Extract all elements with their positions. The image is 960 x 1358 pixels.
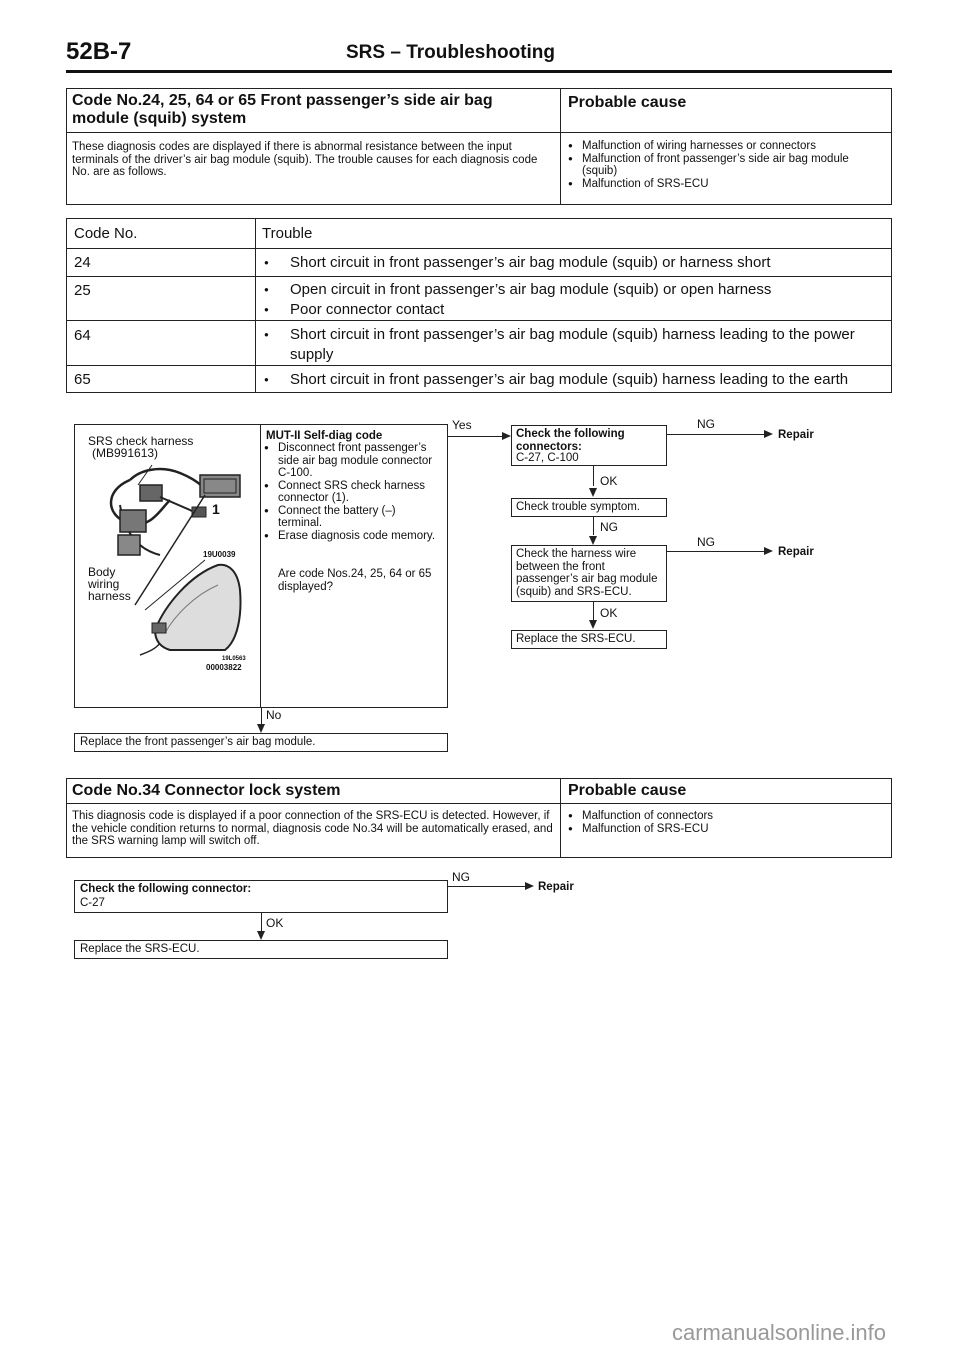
check-connectors-list: C-27, C-100 (516, 452, 579, 464)
page-title: SRS – Troubleshooting (346, 42, 556, 63)
ng-arrow-line (667, 551, 767, 552)
ng-arrow-head (764, 547, 773, 555)
section2-cause-heading: Probable cause (568, 782, 687, 799)
col-header-code: Code No. (74, 225, 138, 242)
yes-arrow-line (448, 436, 504, 437)
trouble-cell (262, 280, 882, 320)
cause-item: ● Malfunction of SRS-ECU (566, 823, 886, 836)
illus-body-wiring-label: Body wiring harness (88, 565, 131, 603)
flow-connector (261, 913, 262, 931)
repair-label: Repair (538, 881, 574, 893)
section1-cause-heading: Probable cause (568, 94, 687, 111)
section2-causes (566, 810, 886, 835)
flow2-check-title: Check the following connector: (80, 883, 252, 895)
code-cell: 65 (74, 371, 91, 388)
header-rule (66, 70, 892, 73)
mut-title: MUT-II Self-diag code (266, 430, 383, 442)
section1-title: Code No.24, 25, 64 or 65 Front passenger’s side air bag module (squib) system (72, 92, 493, 127)
trouble-cell (262, 325, 887, 365)
flow-connector (593, 517, 594, 535)
section1-description: These diagnosis codes are displayed if there is abnormal resistance between the input terminals of the driver’s air bag module (squib). The trouble causes for each diagnosis code No. are as follows. (72, 141, 538, 178)
cause-item: ● Malfunction of connectors (566, 810, 886, 823)
illus-callout-1: 1 (212, 501, 220, 517)
section1-causes (566, 140, 886, 190)
code-cell: 64 (74, 327, 91, 344)
flow2-check-connector: C-27 (80, 897, 105, 909)
cause-item: ● Malfunction of front passenger’s side air bag module (squib) (566, 153, 886, 178)
illus-fig-code: 19U0039 (203, 550, 236, 559)
illus-harness-label: SRS check harness (88, 434, 194, 448)
code-table-rule (66, 276, 892, 277)
illus-fig-code: 19L0563 (222, 656, 246, 662)
mut-step: ● Connect SRS check harness connector (1). (262, 480, 442, 505)
ng-label: NG (452, 870, 470, 884)
harness-illustration (100, 455, 260, 665)
code-cell: 25 (74, 282, 91, 299)
trouble-cell (262, 253, 882, 273)
yes-label: Yes (452, 418, 472, 432)
section2-divider (560, 778, 561, 858)
flow2-replace-srs-ecu: Replace the SRS-ECU. (80, 943, 200, 955)
trouble-item: ● Short circuit in front passenger’s air bag module (squib) or harness short (262, 253, 882, 273)
ok-label: OK (266, 916, 284, 930)
mut-step: ● Erase diagnosis code memory. (262, 530, 442, 543)
repair-label: Repair (778, 546, 814, 558)
ng-label: NG (600, 520, 618, 534)
ok-label: OK (600, 474, 618, 488)
flow-arrow-head (589, 536, 597, 545)
mut-steps (262, 442, 442, 542)
mut-question: Are code Nos.24, 25, 64 or 65 displayed? (278, 568, 432, 593)
ng-arrow-head (764, 430, 773, 438)
check-harness-wire: Check the harness wire between the front passenger’s air bag module (squib) and SRS-ECU. (516, 548, 658, 598)
trouble-item: ● Short circuit in front passenger’s air bag module (squib) harness leading to the power supply (262, 325, 887, 365)
replace-module: Replace the front passenger’s air bag module. (80, 736, 316, 748)
flow-connector (593, 466, 594, 486)
section2-header-rule (66, 803, 892, 804)
ng-arrow-head (525, 882, 534, 890)
check-trouble-symptom: Check trouble symptom. (516, 501, 640, 513)
mut-step: ● Disconnect front passenger’s side air bag module connector C-100. (262, 442, 442, 480)
trouble-cell (262, 370, 887, 390)
ok-label: OK (600, 606, 618, 620)
illus-fig-code: 00003822 (206, 663, 242, 672)
no-label: No (266, 708, 282, 722)
trouble-item: ● Short circuit in front passenger’s air bag module (squib) harness leading to the earth (262, 370, 887, 390)
col-header-trouble: Trouble (262, 225, 313, 242)
page-number: 52B-7 (66, 38, 132, 65)
section2-description: This diagnosis code is displayed if a poor connection of the SRS-ECU is detected. However, if the vehicle condition returns to normal, diagnosis code No.34 will be automatically erased, and the SRS warning lamp will switch off. (72, 810, 553, 847)
mut-step: ● Connect the battery (–) terminal. (262, 505, 442, 530)
repair-label: Repair (778, 429, 814, 441)
flow-arrow-head (589, 488, 597, 497)
cause-item: ● Malfunction of wiring harnesses or connectors (566, 140, 886, 153)
trouble-item: ● Open circuit in front passenger’s air bag module (squib) or open harness (262, 280, 882, 300)
code-table-rule (66, 365, 892, 366)
watermark: carmanualsonline.info (672, 1320, 887, 1345)
no-connector (261, 708, 262, 724)
section1-divider (560, 88, 561, 205)
ng-label: NG (697, 535, 715, 549)
replace-srs-ecu: Replace the SRS-ECU. (516, 633, 636, 645)
code-table-divider (255, 218, 256, 393)
illus-part-number: (MB991613) (92, 446, 159, 460)
code-table-rule (66, 248, 892, 249)
section1-header-rule (66, 132, 892, 133)
code-cell: 24 (74, 254, 91, 271)
flow1-inner-divider (260, 424, 261, 708)
flow-arrow-head (257, 931, 265, 940)
ng-arrow-line (667, 434, 767, 435)
code-table-rule (66, 320, 892, 321)
trouble-item: ● Poor connector contact (262, 300, 882, 320)
ng-label: NG (697, 417, 715, 431)
flow-connector (593, 602, 594, 620)
check-connectors-title: Check the following connectors: (516, 428, 625, 453)
no-arrow-head (257, 724, 265, 733)
cause-item: ● Malfunction of SRS-ECU (566, 178, 886, 191)
section2-title: Code No.34 Connector lock system (72, 782, 341, 799)
yes-arrow-head (502, 432, 511, 440)
flow-arrow-head (589, 620, 597, 629)
ng-arrow-line (448, 886, 528, 887)
